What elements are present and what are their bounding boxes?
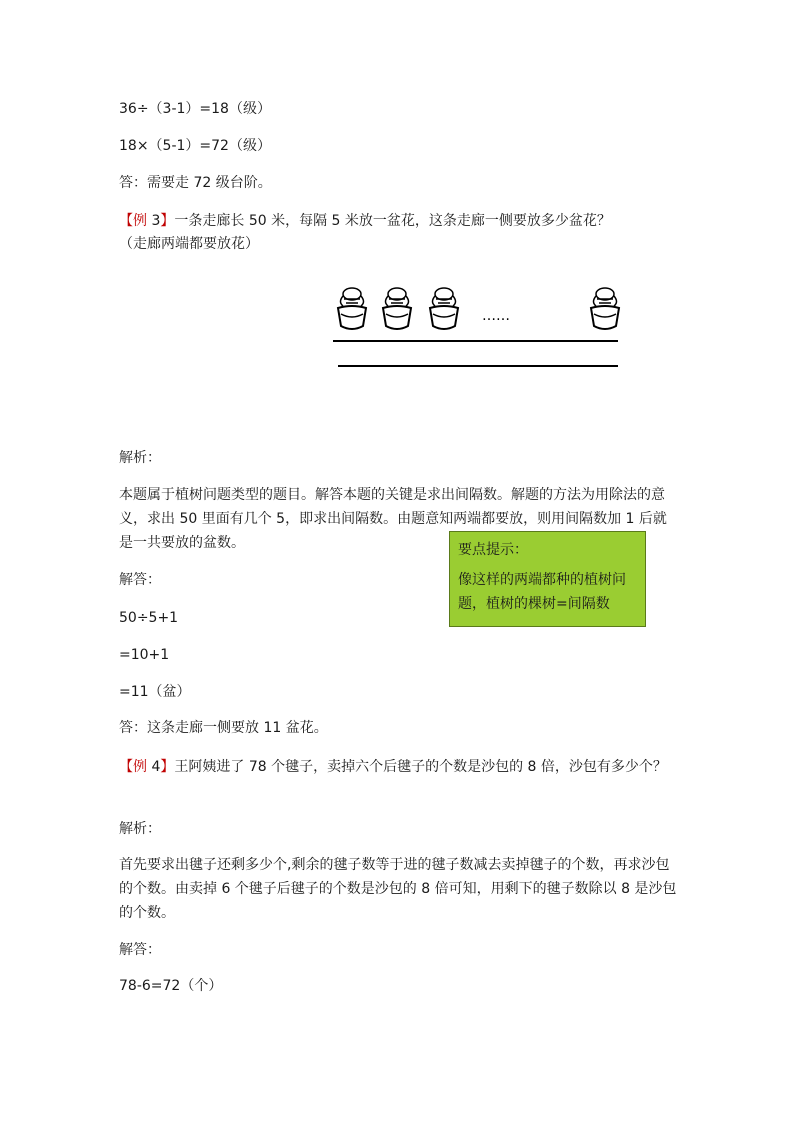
example-4-text: 王阿姨进了 78 个毽子，卖掉六个后毽子的个数是沙包的 8 倍，沙包有多少个？: [174, 759, 667, 775]
answer-4-label: 解答：: [119, 942, 161, 958]
tip-title: 要点提示：: [458, 542, 528, 558]
calc-line-2: 18×（5-1）=72（级）: [119, 138, 271, 154]
example-4-tag-close: 】: [160, 759, 175, 775]
analysis-4-text: 首先要求出毽子还剩多少个,剩余的毽子数等于进的毽子数减去卖掉毽子的个数，再求沙包的个数。由卖掉 6 个毽子后毽子的个数是沙包的 8 倍可知，用剩下的毽子数除以 8 是沙包的个数。: [119, 857, 677, 921]
step-3: =11（盆）: [119, 684, 191, 700]
analysis-3-label: 解析：: [119, 450, 161, 466]
analysis-3-text: 本题属于植树问题类型的题目。解答本题的关键是求出间隔数。解题的方法为用除法的意义，求出 50 里面有几个 5，即求出间隔数。由题意知两端都要放，则用间隔数加 1 后就是一共要放的盆数。: [119, 487, 667, 551]
flower-pot-icon: [338, 288, 366, 329]
calc-line-1: 36÷（3-1）=18（级）: [119, 101, 271, 117]
flower-pot-icon: [591, 288, 619, 329]
step-2: =10+1: [119, 647, 170, 663]
example-4-question: [119, 755, 679, 779]
figure-ellipsis: ……: [482, 308, 510, 324]
flower-pot-figure: [330, 286, 630, 376]
example-3-text-2: （走廊两端都要放花）: [119, 236, 259, 252]
example-3-tag-num: 3: [151, 213, 161, 229]
step-1: 50÷5+1: [119, 610, 179, 626]
answer-3: 答：这条走廊一侧要放 11 盆花。: [119, 720, 328, 736]
answer-3-label: 解答：: [119, 572, 161, 588]
flower-pot-icon: [383, 288, 411, 329]
flower-pot-icon: [430, 288, 458, 329]
analysis-4-label: 解析：: [119, 821, 161, 837]
tip-body: 像这样的两端都种的植树问题，植树的棵树=间隔数: [458, 572, 626, 612]
example-4-tag-open: 【例: [119, 759, 152, 775]
example-4-tag-num: 4: [151, 759, 161, 775]
key-point-tip: [449, 531, 646, 627]
example-3-tag-open: 【例: [119, 213, 152, 229]
answer-1: 答：需要走 72 级台阶。: [119, 175, 272, 191]
example-3-tag-close: 】: [160, 213, 175, 229]
example-3-question: [119, 210, 679, 256]
example-3-text: 一条走廊长 50 米，每隔 5 米放一盆花，这条走廊一侧要放多少盆花？: [174, 213, 611, 229]
step-4: 78-6=72（个）: [119, 978, 223, 994]
